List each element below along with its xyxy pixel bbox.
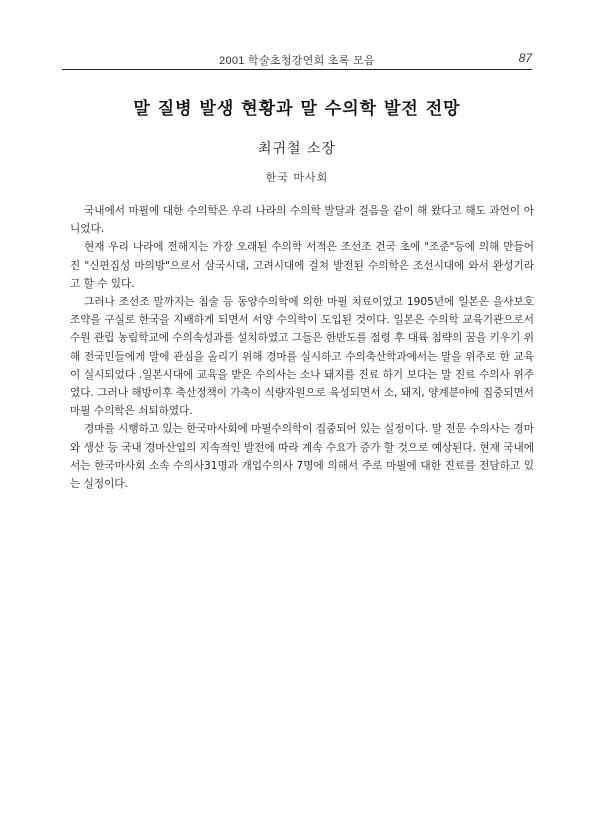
paragraph-3: 그러나 조선조 말까지는 침술 등 동양수의학에 의한 마필 치료이었고 1905년에 일본은 을사보호조약을 구실로 한국을 지배하게 되면서 서양 수의학이 도입된 것이다. 일본은 수의학 교육기관으로서 수원 관립 농림학교에 수의속성과를 설치하였고 그들은 한반도를 점령 후 대륙 침략의 꿈을 키우기 위해 전국민들에게 말에 관심을 올리기 위해 경마를 실시하고 수의축산학과에서는 말을 위주로 한 교육이 실시되었다 .일본시대에 교육을 받은 수의사는 소나 돼지를 진료 하기 보다는 말 진료 수의사 위주였다. 그러나 해방이후 축산정책이 가축이 식량자원으로 육성되면서 소, 돼지, 양계분야에 집중되면서 마필 수의학은 쇠퇴하였다. xyxy=(70,296,534,418)
paragraph-4: 경마를 시행하고 있는 한국마사회에 마필수의학이 집중되어 있는 실정이다. 말 전문 수의사는 경마와 생산 등 국내 경마산업의 지속적인 발전에 따라 계속 수요가 증가 할 것으로 예상된다. 현재 국내에서는 한국마사회 소속 수의사31명과 개업수의사 7명에 의해서 주로 마필에 대한 진료를 전담하고 있는 실정이다. xyxy=(70,423,534,491)
running-header-title: 2001 학술초청강연회 초록 모음 xyxy=(219,55,375,67)
page-number: 87 xyxy=(518,51,532,65)
author-affiliation: 한국 마사회 xyxy=(265,171,329,184)
paper-title: 말 질병 발생 현황과 말 수의학 발전 전망 xyxy=(133,99,461,119)
paragraph-1: 국내에서 마필에 대한 수의학은 우리 나라의 수의학 발달과 걸음을 같이 해 왔다고 해도 과언이 아니었다. xyxy=(70,205,534,236)
running-header xyxy=(62,50,532,68)
abstract-body xyxy=(70,202,534,493)
paragraph-2: 현재 우리 나라에 전해지는 가장 오래된 수의학 서적은 조선조 건국 초에 "조준"등에 의해 만들어진 "신편집성 마의방"으로서 삼국시대, 고려시대에 걸쳐 발전된 수의학은 조선시대에 와서 완성기라고 할 수 있다. xyxy=(70,241,534,290)
paper-author: 최귀철 소장 xyxy=(257,141,337,157)
header-divider xyxy=(62,69,532,70)
